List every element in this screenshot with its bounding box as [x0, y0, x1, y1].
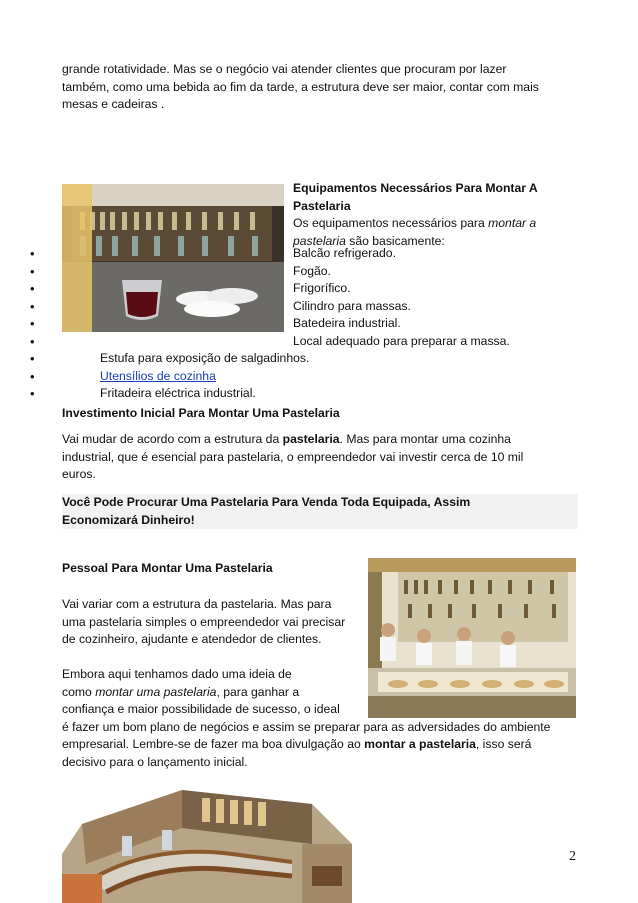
closing-text-2a: como: [62, 684, 96, 699]
bullet-dot: •: [30, 263, 35, 279]
pastry-shop-3d-render: [62, 784, 352, 903]
closing-line-6: decisivo para o lançamento inicial.: [62, 754, 248, 769]
list-item: Local adequado para preparar a massa.: [293, 333, 510, 348]
list-item: Fritadeira eléctrica industrial.: [100, 386, 256, 400]
bullet-dot: •: [30, 333, 35, 349]
pastry-shop-staff-photo-drawing: [368, 558, 576, 718]
investment-line-3: euros.: [62, 467, 96, 481]
staff-line-2: uma pastelaria simples o empreendedor vai precisar: [62, 614, 346, 629]
investment-text-2: . Mas para montar uma cozinha: [339, 432, 511, 446]
closing-line-3: confiança e maior possibilidade de sucesso, o ideal: [62, 702, 340, 716]
bar-counter-photo: [62, 184, 284, 332]
staff-heading: Pessoal Para Montar Uma Pastelaria: [62, 561, 273, 575]
closing-text-2b: , para ganhar a: [216, 684, 300, 699]
bullet-dot: •: [30, 316, 35, 331]
list-item: Balcão refrigerado.: [293, 246, 396, 260]
intro-paragraph: [62, 61, 578, 114]
staff-line-1: Vai variar com a estrutura da pastelaria. Mas para: [62, 597, 332, 611]
bullet-dot: •: [30, 246, 35, 261]
bar-counter-photo-drawing: [62, 184, 284, 332]
closing-line-1: Embora aqui tenhamos dado uma ideia de: [62, 667, 292, 681]
equipment-section-intro: [293, 180, 578, 250]
closing-bold-term: montar a pastelaria: [364, 737, 476, 751]
bullet-dot: •: [30, 368, 35, 384]
equipment-heading: Equipamentos Necessários Para Montar A: [293, 181, 538, 195]
closing-line-4: é fazer um bom plano de negócios e assim se preparar para as adversidades do ambiente: [62, 719, 551, 734]
list-item: Frigorífico.: [293, 281, 351, 295]
list-item: Estufa para exposição de salgadinhos.: [100, 351, 310, 365]
equipment-intro-emphasis: montar a: [488, 216, 537, 230]
list-item: Fogão.: [293, 263, 331, 278]
intro-line-3: mesas e cadeiras .: [62, 97, 165, 111]
pastry-shop-3d-render-drawing: [62, 784, 352, 903]
investment-paragraph: [62, 431, 578, 484]
intro-line-2: também, como uma bebida ao fim da tarde, a estrutura deve ser maior, contar com mais: [62, 79, 539, 94]
investment-bold-term: pastelaria: [282, 432, 340, 446]
callout-line-1: Você Pode Procurar Uma Pastelaria Para Venda Toda Equipada, Assim: [62, 495, 471, 509]
closing-line-5: [62, 736, 578, 754]
equipment-intro-line-1: [293, 215, 578, 233]
closing-text-5a: empresarial. Lembre-se de fazer ma boa divulgação ao: [62, 737, 365, 751]
investment-text-1: Vai mudar de acordo com a estrutura da: [62, 432, 283, 446]
bullet-dot: •: [30, 351, 35, 366]
bullet-dot: •: [30, 298, 35, 314]
callout-line-2: Economizará Dinheiro!: [62, 512, 195, 527]
callout-box: [62, 494, 578, 529]
kitchen-utensils-link[interactable]: Utensílios de cozinha: [100, 368, 216, 383]
equipment-heading-line-2: Pastelaria: [293, 198, 351, 213]
bullet-dot: •: [30, 386, 35, 401]
staff-line-3: de cozinheiro, ajudante e atendedor de clientes.: [62, 632, 322, 646]
pastry-shop-staff-photo: [368, 558, 576, 718]
equipment-intro-emphasis-2: pastelaria: [293, 233, 346, 248]
investment-heading: Investimento Inicial Para Montar Uma Pastelaria: [62, 406, 340, 420]
page-number: 2: [569, 849, 576, 864]
list-item: Cilindro para massas.: [293, 298, 411, 313]
intro-line-1: grande rotatividade. Mas se o negócio vai atender clientes que procuram por lazer: [62, 62, 507, 76]
closing-text-5b: , isso será: [475, 737, 532, 751]
closing-emphasis: montar uma pastelaria: [95, 684, 217, 699]
equipment-intro-text-2: são basicamente:: [345, 233, 445, 248]
staff-paragraph: [62, 596, 358, 649]
equipment-intro-text: Os equipamentos necessários para: [293, 216, 489, 230]
list-item: Batedeira industrial.: [293, 316, 401, 330]
closing-line-2: [62, 684, 358, 702]
investment-line-2: industrial, que é esencial para pastelaria, o empreendedor vai investir cerca de 10 mil: [62, 449, 524, 464]
bullet-dot: •: [30, 281, 35, 296]
